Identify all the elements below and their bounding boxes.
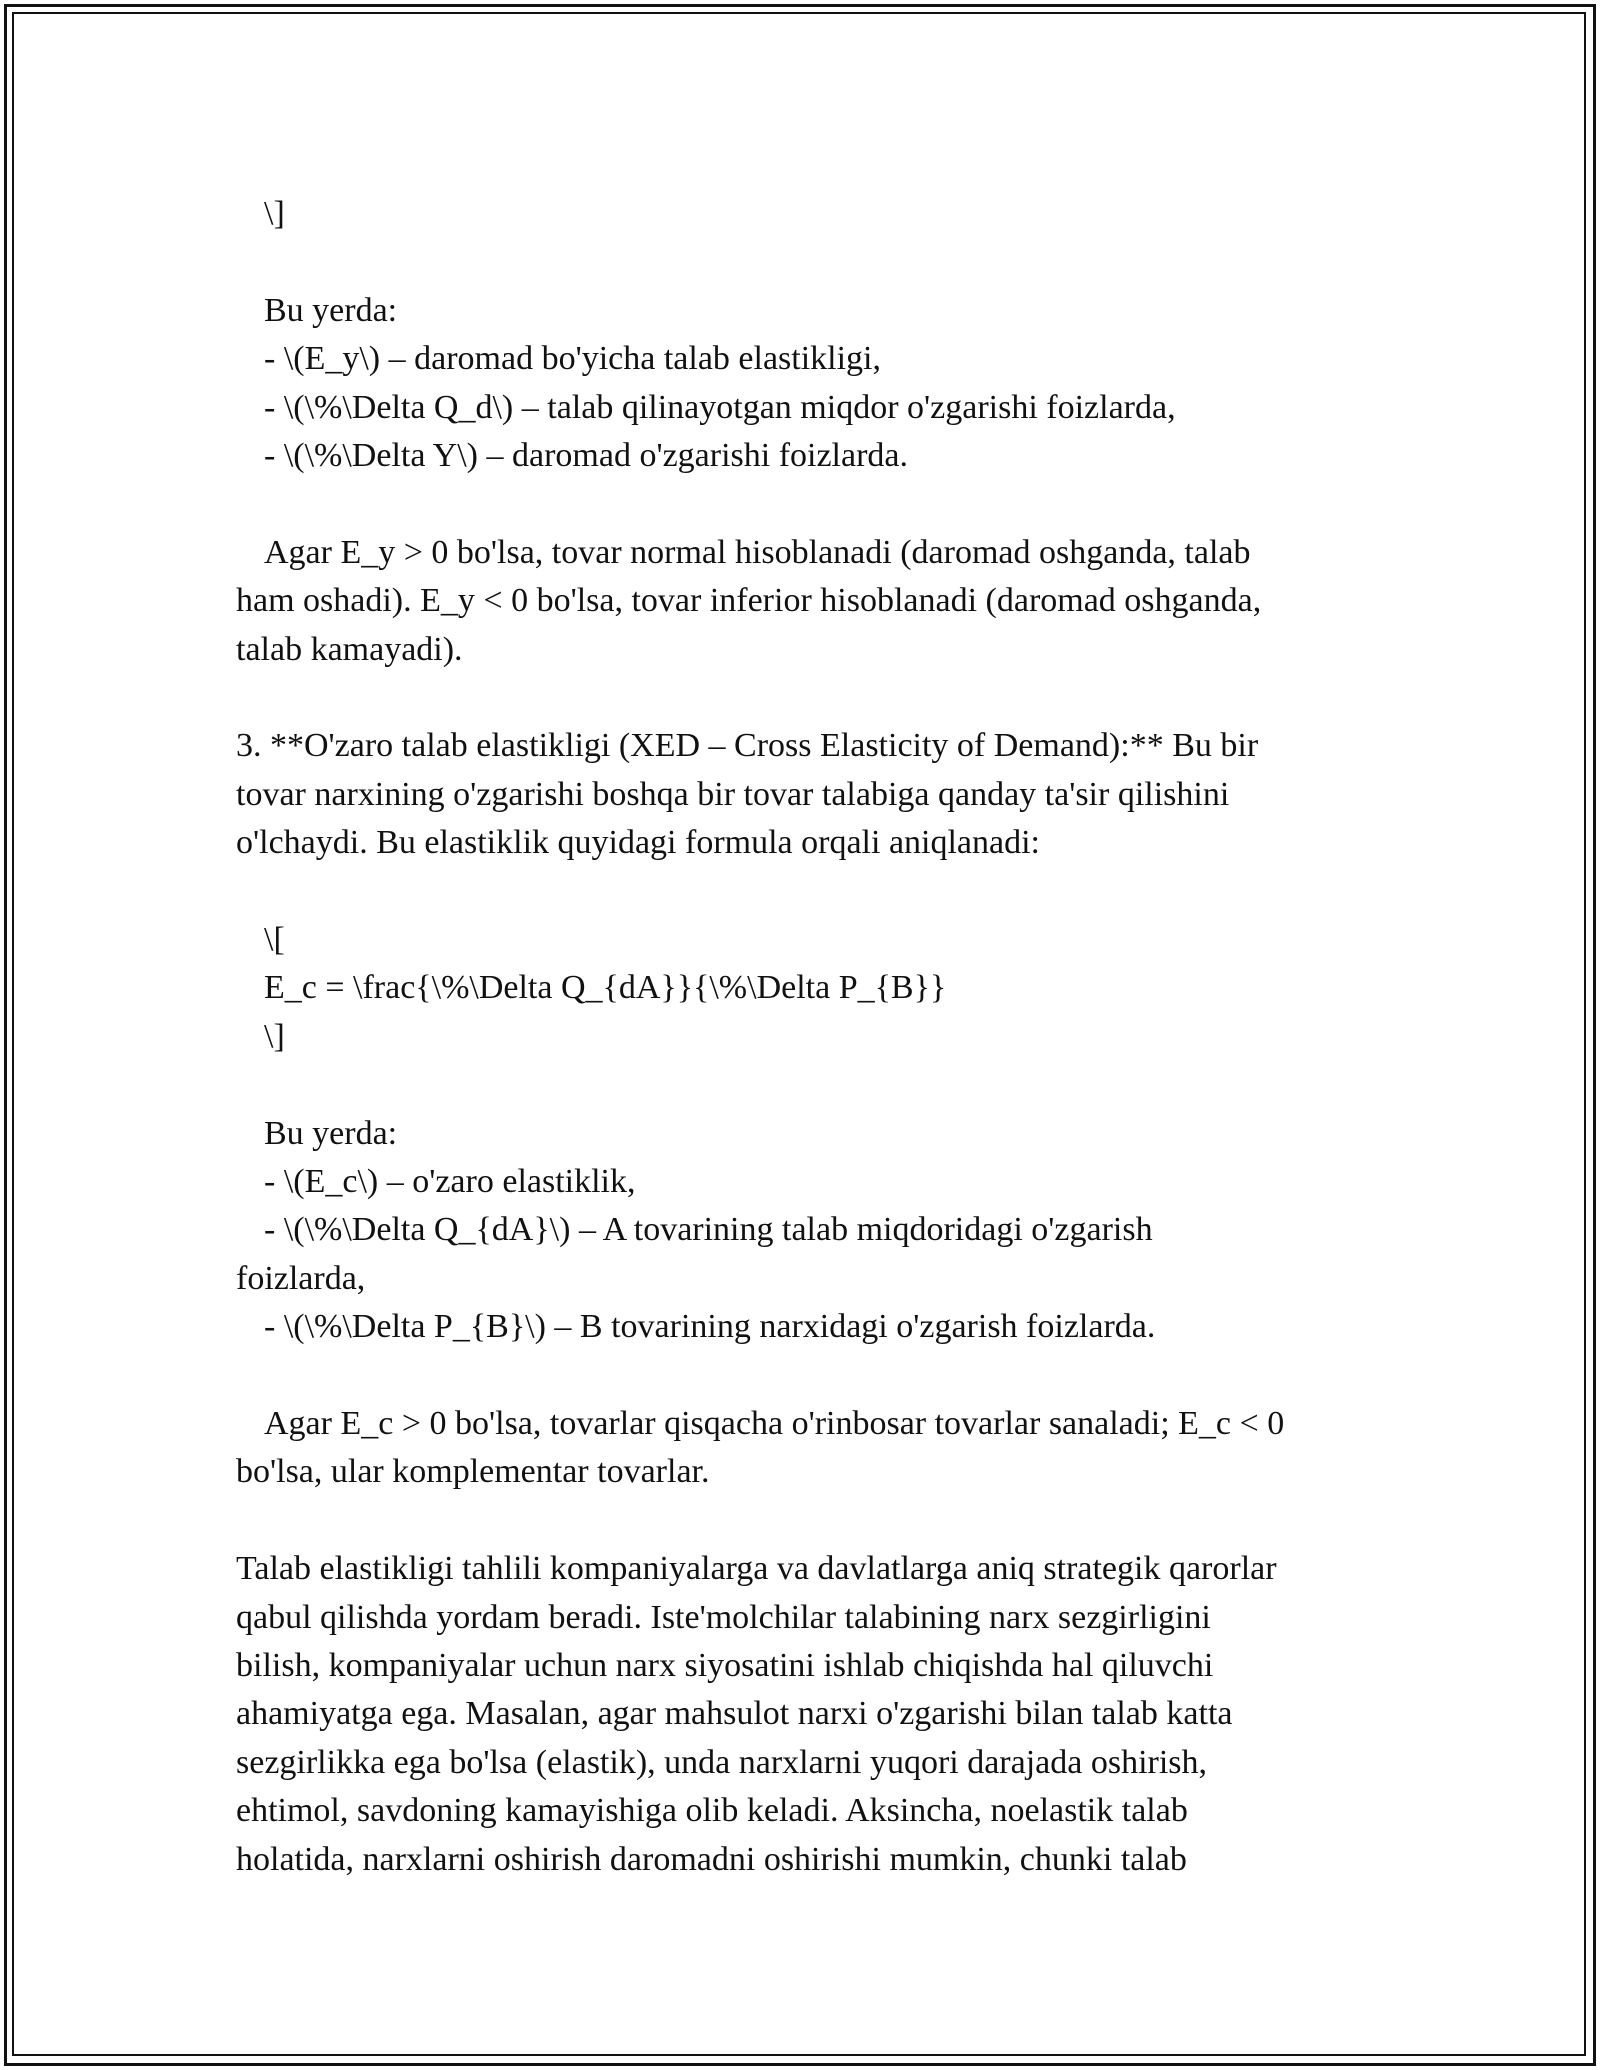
paragraph-line: holatida, narxlarni oshirish daromadni oshirishi mumkin, chunki talab	[236, 1840, 1187, 1878]
blank-line	[236, 480, 1371, 528]
formula-open-bracket: \[	[264, 921, 285, 959]
paragraph-line: tovar narxining o'zgarishi boshqa bir tovar talabiga qanday ta'sir qilishini	[236, 775, 1230, 813]
blank-line	[236, 868, 1371, 916]
definition-item: - \(\%\Delta Q_{dA}\) – A tovarining talab miqdoridagi o'zgarish	[264, 1211, 1153, 1249]
definition-item: - \(E_y\) – daromad bo'yicha talab elastikligi,	[264, 340, 881, 378]
formula-body: E_c = \frac{\%\Delta Q_{dA}}{\%\Delta P_{B}}	[264, 969, 947, 1007]
formula-close-bracket: \]	[264, 195, 285, 232]
blank-line	[236, 674, 1371, 722]
paragraph-line: qabul qilishda yordam beradi. Iste'molchilar talabining narx sezgirligini	[236, 1598, 1211, 1636]
definition-item: - \(\%\Delta Y\) – daromad o'zgarishi foizlarda.	[264, 437, 909, 475]
definitions-heading: Bu yerda:	[264, 291, 398, 329]
paragraph-line: Agar E_y > 0 bo'lsa, tovar normal hisoblanadi (daromad oshganda, talab	[264, 533, 1251, 571]
blank-line	[236, 238, 1371, 286]
blank-line	[236, 1352, 1371, 1400]
definition-item: - \(E_c\) – o'zaro elastiklik,	[264, 1163, 636, 1201]
document-body	[236, 190, 1371, 1884]
definition-item: - \(\%\Delta Q_d\) – talab qilinayotgan miqdor o'zgarishi foizlarda,	[264, 388, 1176, 426]
definition-item: - \(\%\Delta P_{B}\) – B tovarining narxidagi o'zgarish foizlarda.	[264, 1308, 1156, 1346]
blank-line	[236, 1497, 1371, 1545]
paragraph-line: ehtimol, savdoning kamayishiga olib keladi. Aksincha, noelastik talab	[236, 1792, 1188, 1830]
definitions-heading: Bu yerda:	[264, 1114, 398, 1152]
paragraph-line: ham oshadi). E_y < 0 bo'lsa, tovar inferior hisoblanadi (daromad oshganda,	[236, 582, 1262, 620]
paragraph-line: ahamiyatga ega. Masalan, agar mahsulot narxi o'zgarishi bilan talab katta	[236, 1695, 1233, 1733]
paragraph-line: talab kamayadi).	[236, 630, 463, 668]
formula-close-bracket: \]	[264, 1017, 285, 1055]
definition-item-continuation: foizlarda,	[236, 1259, 366, 1297]
paragraph-line: Agar E_c > 0 bo'lsa, tovarlar qisqacha o'rinbosar tovarlar sanaladi; E_c < 0	[264, 1405, 1285, 1443]
blank-line	[236, 1061, 1371, 1109]
section-heading-line: 3. **O'zaro talab elastikligi (XED – Cross Elasticity of Demand):** Bu bir	[236, 727, 1259, 765]
paragraph-line: bilish, kompaniyalar uchun narx siyosatini ishlab chiqishda hal qiluvchi	[236, 1647, 1214, 1685]
paragraph-line: o'lchaydi. Bu elastiklik quyidagi formula orqali aniqlanadi:	[236, 824, 1040, 862]
paragraph-line: sezgirlikka ega bo'lsa (elastik), unda narxlarni yuqori darajada oshirish,	[236, 1743, 1208, 1781]
paragraph-line: Talab elastikligi tahlili kompaniyalarga va davlatlarga aniq strategik qarorlar	[236, 1550, 1277, 1588]
paragraph-line: bo'lsa, ular komplementar tovarlar.	[236, 1453, 710, 1491]
